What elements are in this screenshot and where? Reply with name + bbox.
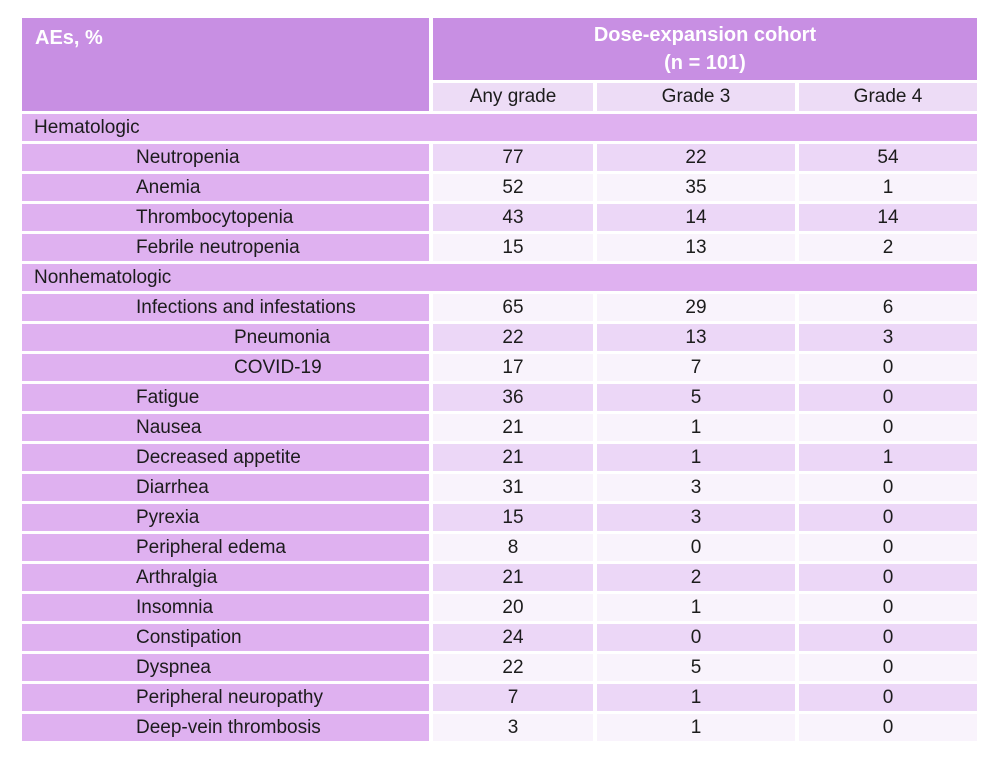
value-cell-insomnia-any-grade: 20: [433, 594, 593, 621]
value-cell-anemia-any-grade: 52: [433, 174, 593, 201]
value-cell-constipation-grade-3: 0: [597, 624, 795, 651]
column-header-grade-3: Grade 3: [597, 83, 795, 111]
value-cell-dyspnea-grade-4: 0: [799, 654, 977, 681]
value-cell-thrombocytopenia-grade-3: 14: [597, 204, 795, 231]
value-cell-arthralgia-grade-4: 0: [799, 564, 977, 591]
value-cell-constipation-any-grade: 24: [433, 624, 593, 651]
value-cell-fatigue-any-grade: 36: [433, 384, 593, 411]
value-cell-peripheral-neuropathy-any-grade: 7: [433, 684, 593, 711]
value-cell-covid-19-grade-4: 0: [799, 354, 977, 381]
value-cell-diarrhea-any-grade: 31: [433, 474, 593, 501]
value-cell-thrombocytopenia-grade-4: 14: [799, 204, 977, 231]
corner-header-cell: [22, 18, 429, 111]
value-cell-nausea-any-grade: 21: [433, 414, 593, 441]
value-cell-pyrexia-grade-4: 0: [799, 504, 977, 531]
value-cell-infections-and-infestations-grade-3: 29: [597, 294, 795, 321]
cohort-header-cell: [433, 18, 977, 80]
value-cell-pneumonia-any-grade: 22: [433, 324, 593, 351]
value-cell-febrile-neutropenia-grade-4: 2: [799, 234, 977, 261]
row-label-constipation: Constipation: [22, 624, 429, 651]
value-cell-peripheral-neuropathy-grade-3: 1: [597, 684, 795, 711]
value-cell-nausea-grade-3: 1: [597, 414, 795, 441]
value-cell-covid-19-grade-3: 7: [597, 354, 795, 381]
value-cell-decreased-appetite-grade-3: 1: [597, 444, 795, 471]
value-cell-pneumonia-grade-3: 13: [597, 324, 795, 351]
value-cell-pyrexia-any-grade: 15: [433, 504, 593, 531]
value-cell-insomnia-grade-3: 1: [597, 594, 795, 621]
ae-table: [22, 18, 977, 741]
row-label-anemia: Anemia: [22, 174, 429, 201]
value-cell-peripheral-neuropathy-grade-4: 0: [799, 684, 977, 711]
value-cell-deep-vein-thrombosis-any-grade: 3: [433, 714, 593, 741]
row-label-neutropenia: Neutropenia: [22, 144, 429, 171]
value-cell-pyrexia-grade-3: 3: [597, 504, 795, 531]
value-cell-dyspnea-grade-3: 5: [597, 654, 795, 681]
value-cell-fatigue-grade-3: 5: [597, 384, 795, 411]
value-cell-pneumonia-grade-4: 3: [799, 324, 977, 351]
value-cell-decreased-appetite-grade-4: 1: [799, 444, 977, 471]
value-cell-thrombocytopenia-any-grade: 43: [433, 204, 593, 231]
value-cell-peripheral-edema-grade-3: 0: [597, 534, 795, 561]
value-cell-neutropenia-any-grade: 77: [433, 144, 593, 171]
value-cell-neutropenia-grade-3: 22: [597, 144, 795, 171]
value-cell-dyspnea-any-grade: 22: [433, 654, 593, 681]
row-label-pyrexia: Pyrexia: [22, 504, 429, 531]
value-cell-infections-and-infestations-any-grade: 65: [433, 294, 593, 321]
row-label-insomnia: Insomnia: [22, 594, 429, 621]
value-cell-infections-and-infestations-grade-4: 6: [799, 294, 977, 321]
row-label-decreased-appetite: Decreased appetite: [22, 444, 429, 471]
value-cell-peripheral-edema-any-grade: 8: [433, 534, 593, 561]
value-cell-deep-vein-thrombosis-grade-4: 0: [799, 714, 977, 741]
value-cell-diarrhea-grade-3: 3: [597, 474, 795, 501]
value-cell-neutropenia-grade-4: 54: [799, 144, 977, 171]
value-cell-decreased-appetite-any-grade: 21: [433, 444, 593, 471]
row-label-thrombocytopenia: Thrombocytopenia: [22, 204, 429, 231]
row-label-peripheral-edema: Peripheral edema: [22, 534, 429, 561]
value-cell-febrile-neutropenia-grade-3: 13: [597, 234, 795, 261]
row-label-arthralgia: Arthralgia: [22, 564, 429, 591]
value-cell-diarrhea-grade-4: 0: [799, 474, 977, 501]
row-label-infections-and-infestations: Infections and infestations: [22, 294, 429, 321]
value-cell-nausea-grade-4: 0: [799, 414, 977, 441]
row-label-peripheral-neuropathy: Peripheral neuropathy: [22, 684, 429, 711]
value-cell-febrile-neutropenia-any-grade: 15: [433, 234, 593, 261]
section-row-hematologic: Hematologic: [22, 114, 977, 141]
row-label-dyspnea: Dyspnea: [22, 654, 429, 681]
section-row-nonhematologic: Nonhematologic: [22, 264, 977, 291]
row-label-febrile-neutropenia: Febrile neutropenia: [22, 234, 429, 261]
value-cell-deep-vein-thrombosis-grade-3: 1: [597, 714, 795, 741]
row-label-deep-vein-thrombosis: Deep-vein thrombosis: [22, 714, 429, 741]
value-cell-arthralgia-any-grade: 21: [433, 564, 593, 591]
row-label-nausea: Nausea: [22, 414, 429, 441]
value-cell-anemia-grade-4: 1: [799, 174, 977, 201]
column-header-grade-4: Grade 4: [799, 83, 977, 111]
value-cell-fatigue-grade-4: 0: [799, 384, 977, 411]
cohort-header-line1: Dose-expansion cohort: [593, 23, 817, 46]
value-cell-covid-19-any-grade: 17: [433, 354, 593, 381]
value-cell-insomnia-grade-4: 0: [799, 594, 977, 621]
row-label-diarrhea: Diarrhea: [22, 474, 429, 501]
value-cell-peripheral-edema-grade-4: 0: [799, 534, 977, 561]
row-label-fatigue: Fatigue: [22, 384, 429, 411]
cohort-header-line2: (n = 101): [664, 52, 746, 74]
row-label-pneumonia: Pneumonia: [22, 324, 429, 351]
value-cell-anemia-grade-3: 35: [597, 174, 795, 201]
row-label-covid-19: COVID-19: [22, 354, 429, 381]
column-header-any-grade: Any grade: [433, 83, 593, 111]
value-cell-constipation-grade-4: 0: [799, 624, 977, 651]
corner-header-label: AEs, %: [35, 27, 103, 49]
value-cell-arthralgia-grade-3: 2: [597, 564, 795, 591]
